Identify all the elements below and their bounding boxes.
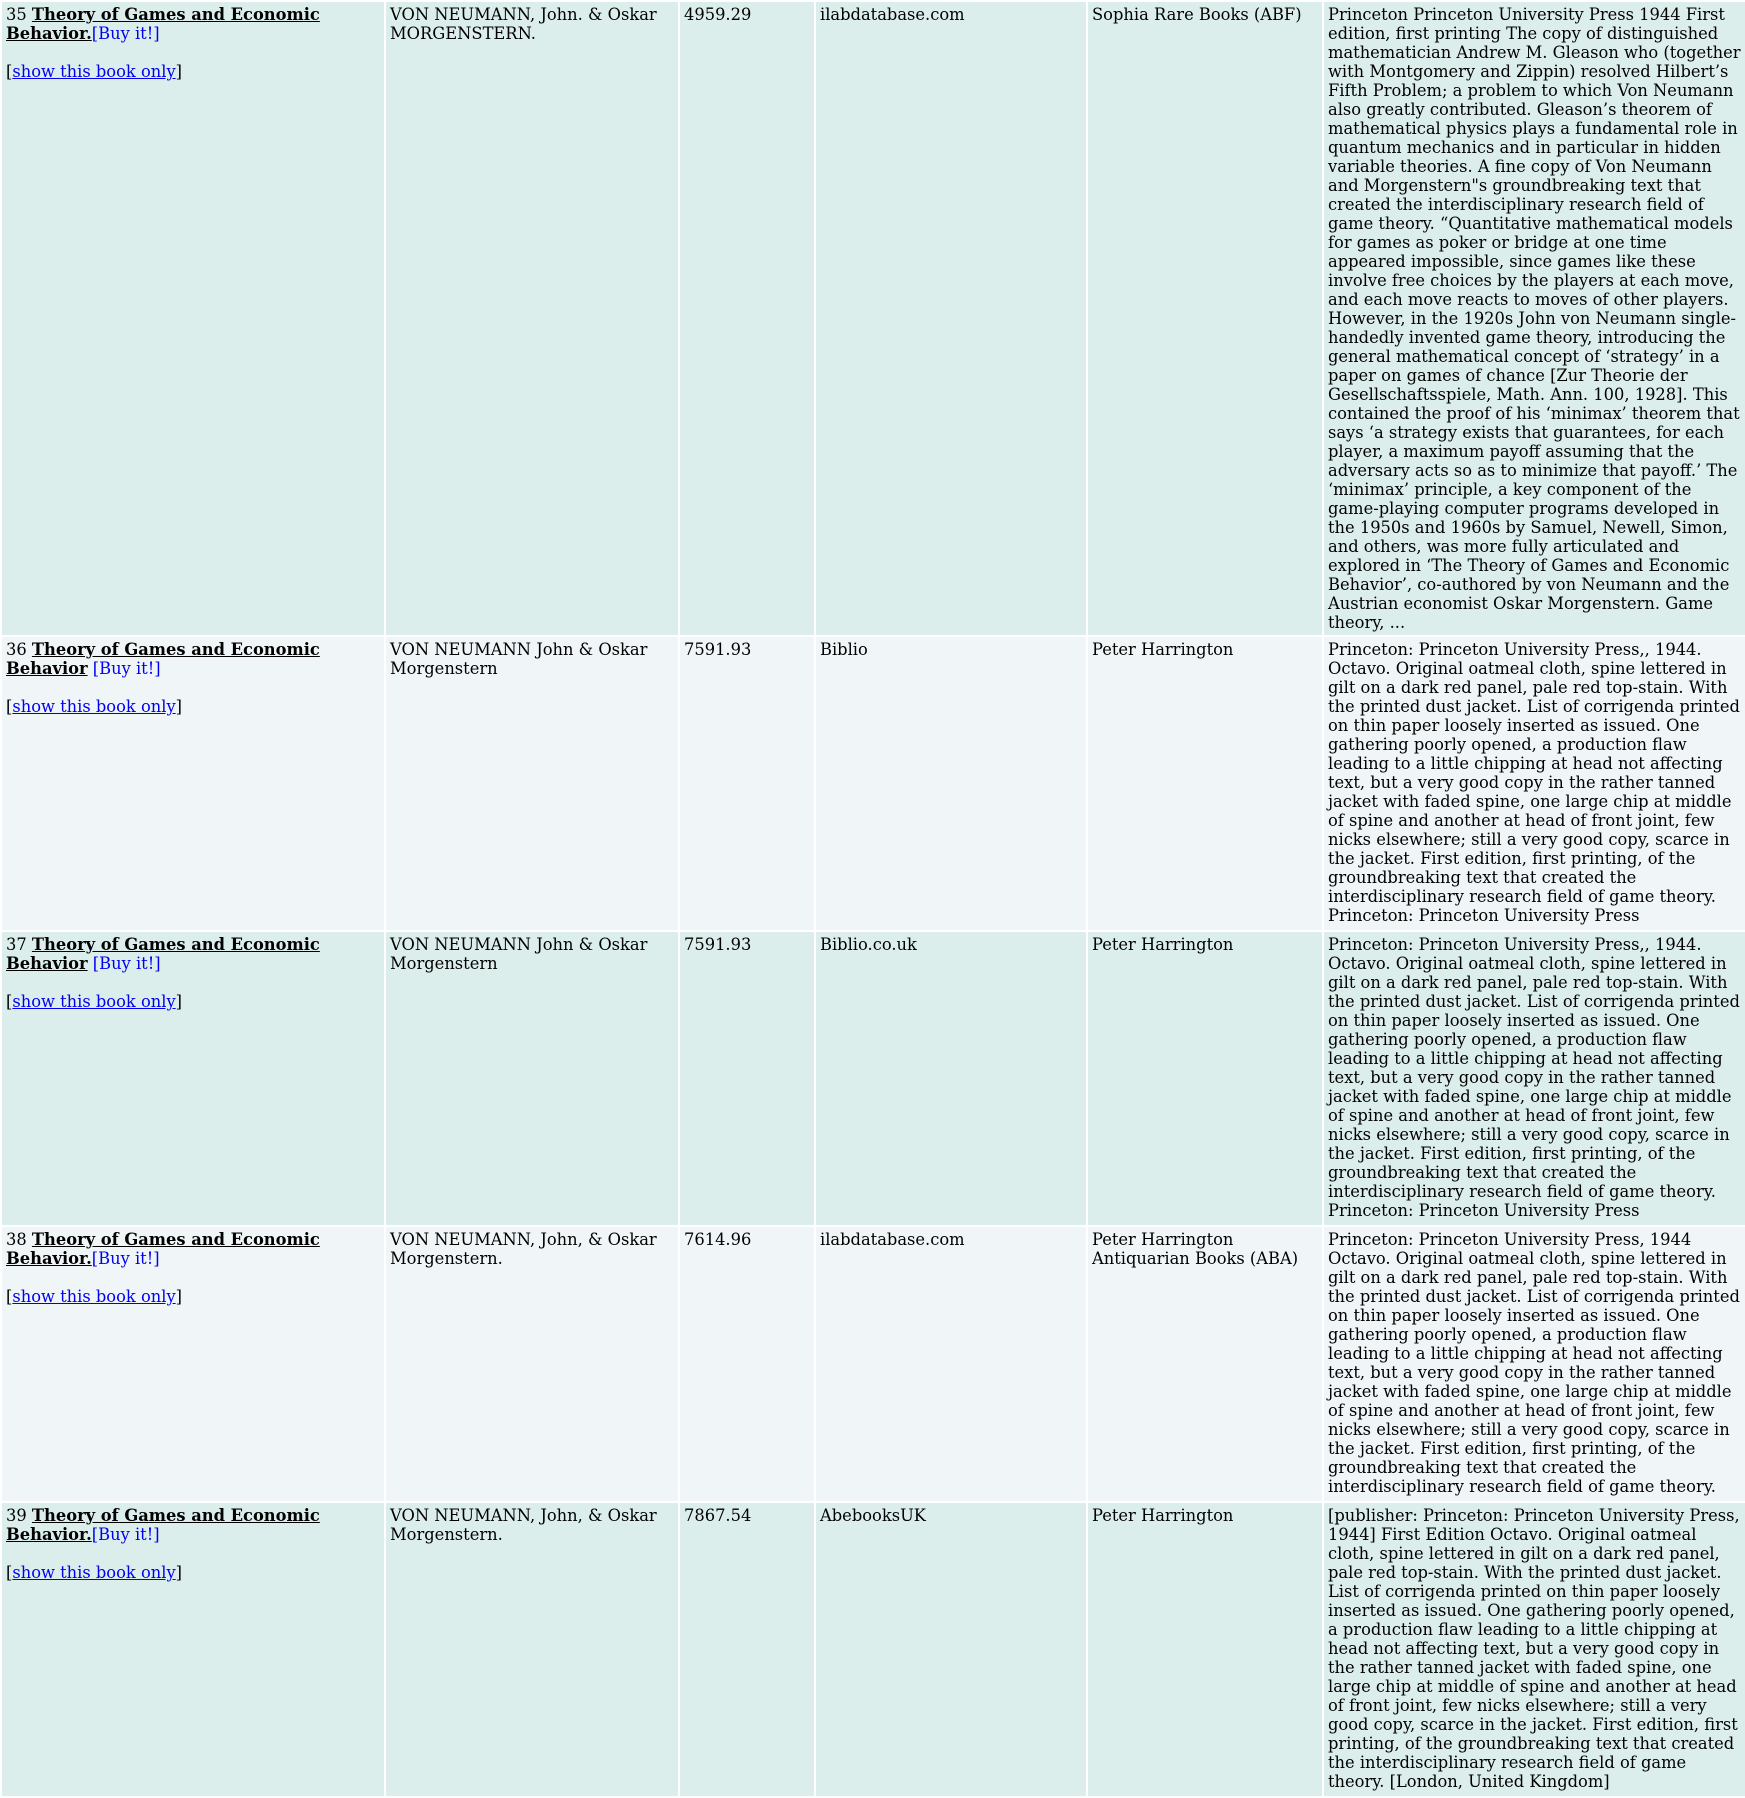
show-suffix: ] <box>175 992 183 1011</box>
title-cell <box>2 1503 384 1796</box>
buy-link[interactable]: [Buy it!] <box>91 1525 160 1544</box>
listing-number: 36 <box>6 640 27 659</box>
source-cell: Biblio <box>816 637 1086 930</box>
show-this-book-link[interactable]: show this book only <box>12 1563 176 1582</box>
buy-link[interactable]: [Buy it!] <box>91 24 160 43</box>
source-cell: ilabdatabase.com <box>816 2 1086 635</box>
show-this-book-link[interactable]: show this book only <box>12 992 176 1011</box>
show-prefix: [ <box>6 697 13 716</box>
show-suffix: ] <box>175 62 183 81</box>
listing-number: 39 <box>6 1506 27 1525</box>
table-row <box>2 2 1745 635</box>
title-cell <box>2 637 384 930</box>
book-title: Theory of Games and Economic Behavior <box>6 935 320 973</box>
description-cell: [publisher: Princeton: Princeton University Press, 1944] First Edition Octavo. Original oatmeal cloth, spine lettered in gilt on a dark red panel, pale red top-stain. With the printed dust jacket. List of corrigenda printed on thin paper loosely inserted as issued. One gathering poorly opened, a production flaw leading to a little chipping at head not affecting text, but a very good copy in the rather tanned jacket with faded spine, one large chip at middle of spine and another at head of front joint, few nicks elsewhere; still a very good copy, scarce in the jacket. First edition, first printing, of the groundbreaking text that created the interdisciplinary research field of game theory. [London, United Kingdom] <box>1324 1503 1745 1796</box>
book-title: Theory of Games and Economic Behavior. <box>6 5 320 43</box>
price-cell: 7591.93 <box>680 932 814 1225</box>
show-this-book-link[interactable]: show this book only <box>12 1287 176 1306</box>
seller-cell: Sophia Rare Books (ABF) <box>1088 2 1322 635</box>
title-cell <box>2 1227 384 1501</box>
author-cell: VON NEUMANN John & Oskar Morgenstern <box>386 637 678 930</box>
buy-link[interactable]: [Buy it!] <box>91 1249 160 1268</box>
price-cell: 7867.54 <box>680 1503 814 1796</box>
buy-link[interactable]: [Buy it!] <box>92 954 161 973</box>
price-cell: 7614.96 <box>680 1227 814 1501</box>
table-row <box>2 1227 1745 1501</box>
show-prefix: [ <box>6 992 13 1011</box>
show-suffix: ] <box>175 697 183 716</box>
listing-number: 38 <box>6 1230 27 1249</box>
listing-number: 37 <box>6 935 27 954</box>
book-title: Theory of Games and Economic Behavior. <box>6 1506 320 1544</box>
book-title: Theory of Games and Economic Behavior. <box>6 1230 320 1268</box>
description-cell: Princeton: Princeton University Press, 1944 Octavo. Original oatmeal cloth, spine lettered in gilt on a dark red panel, pale red top-stain. With the printed dust jacket. List of corrigenda printed on thin paper loosely inserted as issued. One gathering poorly opened, a production flaw leading to a little chipping at head not affecting text, but a very good copy in the rather tanned jacket with faded spine, one large chip at middle of spine and another at head of front joint, few nicks elsewhere; still a very good copy, scarce in the jacket. First edition, first printing, of the groundbreaking text that created the interdisciplinary research field of game theory. <box>1324 1227 1745 1501</box>
seller-cell: Peter Harrington Antiquarian Books (ABA) <box>1088 1227 1322 1501</box>
seller-cell: Peter Harrington <box>1088 932 1322 1225</box>
seller-cell: Peter Harrington <box>1088 1503 1322 1796</box>
show-suffix: ] <box>175 1563 183 1582</box>
author-cell: VON NEUMANN, John, & Oskar Morgenstern. <box>386 1503 678 1796</box>
author-cell: VON NEUMANN, John. & Oskar MORGENSTERN. <box>386 2 678 635</box>
title-cell <box>2 2 384 635</box>
source-cell: AbebooksUK <box>816 1503 1086 1796</box>
show-suffix: ] <box>175 1287 183 1306</box>
price-cell: 4959.29 <box>680 2 814 635</box>
show-this-book-link[interactable]: show this book only <box>12 697 176 716</box>
source-cell: ilabdatabase.com <box>816 1227 1086 1501</box>
listing-number: 35 <box>6 5 27 24</box>
show-this-book-link[interactable]: show this book only <box>12 62 176 81</box>
author-cell: VON NEUMANN John & Oskar Morgenstern <box>386 932 678 1225</box>
title-cell <box>2 932 384 1225</box>
buy-link[interactable]: [Buy it!] <box>92 659 161 678</box>
book-title: Theory of Games and Economic Behavior <box>6 640 320 678</box>
description-cell: Princeton: Princeton University Press,, 1944. Octavo. Original oatmeal cloth, spine lettered in gilt on a dark red panel, pale red top-stain. With the printed dust jacket. List of corrigenda printed on thin paper loosely inserted as issued. One gathering poorly opened, a production flaw leading to a little chipping at head not affecting text, but a very good copy in the rather tanned jacket with faded spine, one large chip at middle of spine and another at head of front joint, few nicks elsewhere; still a very good copy, scarce in the jacket. First edition, first printing, of the groundbreaking text that created the interdisciplinary research field of game theory. Princeton: Princeton University Press <box>1324 637 1745 930</box>
show-prefix: [ <box>6 1563 13 1582</box>
seller-cell: Peter Harrington <box>1088 637 1322 930</box>
author-cell: VON NEUMANN, John, & Oskar Morgenstern. <box>386 1227 678 1501</box>
table-row <box>2 637 1745 930</box>
show-prefix: [ <box>6 1287 13 1306</box>
show-prefix: [ <box>6 62 13 81</box>
table-row <box>2 1503 1745 1796</box>
table-row <box>2 932 1745 1225</box>
price-cell: 7591.93 <box>680 637 814 930</box>
description-cell: Princeton Princeton University Press 1944 First edition, first printing The copy of distinguished mathematician Andrew M. Gleason who (together with Montgomery and Zippin) resolved Hilbert’s Fifth Problem; a problem to which Von Neumann also greatly contributed. Gleason’s theorem of mathematical physics plays a fundamental role in quantum mechanics and in particular in hidden variable theories. A fine copy of Von Neumann and Morgenstern"s groundbreaking text that created the interdisciplinary research field of game theory. “Quantitative mathematical models for games as poker or bridge at one time appeared impossible, since games like these involve free choices by the players at each move, and each move reacts to moves of other players. However, in the 1920s John von Neumann single-handedly invented game theory, introducing the general mathematical concept of ‘strategy’ in a paper on games of chance [Zur Theorie der Gesellschaftsspiele, Math. Ann. 100, 1928]. This contained the proof of his ‘minimax’ theorem that says ‘a strategy exists that guarantees, for each player, a maximum payoff assuming that the adversary acts so as to minimize that payoff.’ The ‘minimax’ principle, a key component of the game-playing computer programs developed in the 1950s and 1960s by Samuel, Newell, Simon, and others, was more fully articulated and explored in ‘The Theory of Games and Economic Behavior’, co-authored by von Neumann and the Austrian economist Oskar Morgenstern. Game theory, ... <box>1324 2 1745 635</box>
description-cell: Princeton: Princeton University Press,, 1944. Octavo. Original oatmeal cloth, spine lettered in gilt on a dark red panel, pale red top-stain. With the printed dust jacket. List of corrigenda printed on thin paper loosely inserted as issued. One gathering poorly opened, a production flaw leading to a little chipping at head not affecting text, but a very good copy in the rather tanned jacket with faded spine, one large chip at middle of spine and another at head of front joint, few nicks elsewhere; still a very good copy, scarce in the jacket. First edition, first printing, of the groundbreaking text that created the interdisciplinary research field of game theory. Princeton: Princeton University Press <box>1324 932 1745 1225</box>
source-cell: Biblio.co.uk <box>816 932 1086 1225</box>
